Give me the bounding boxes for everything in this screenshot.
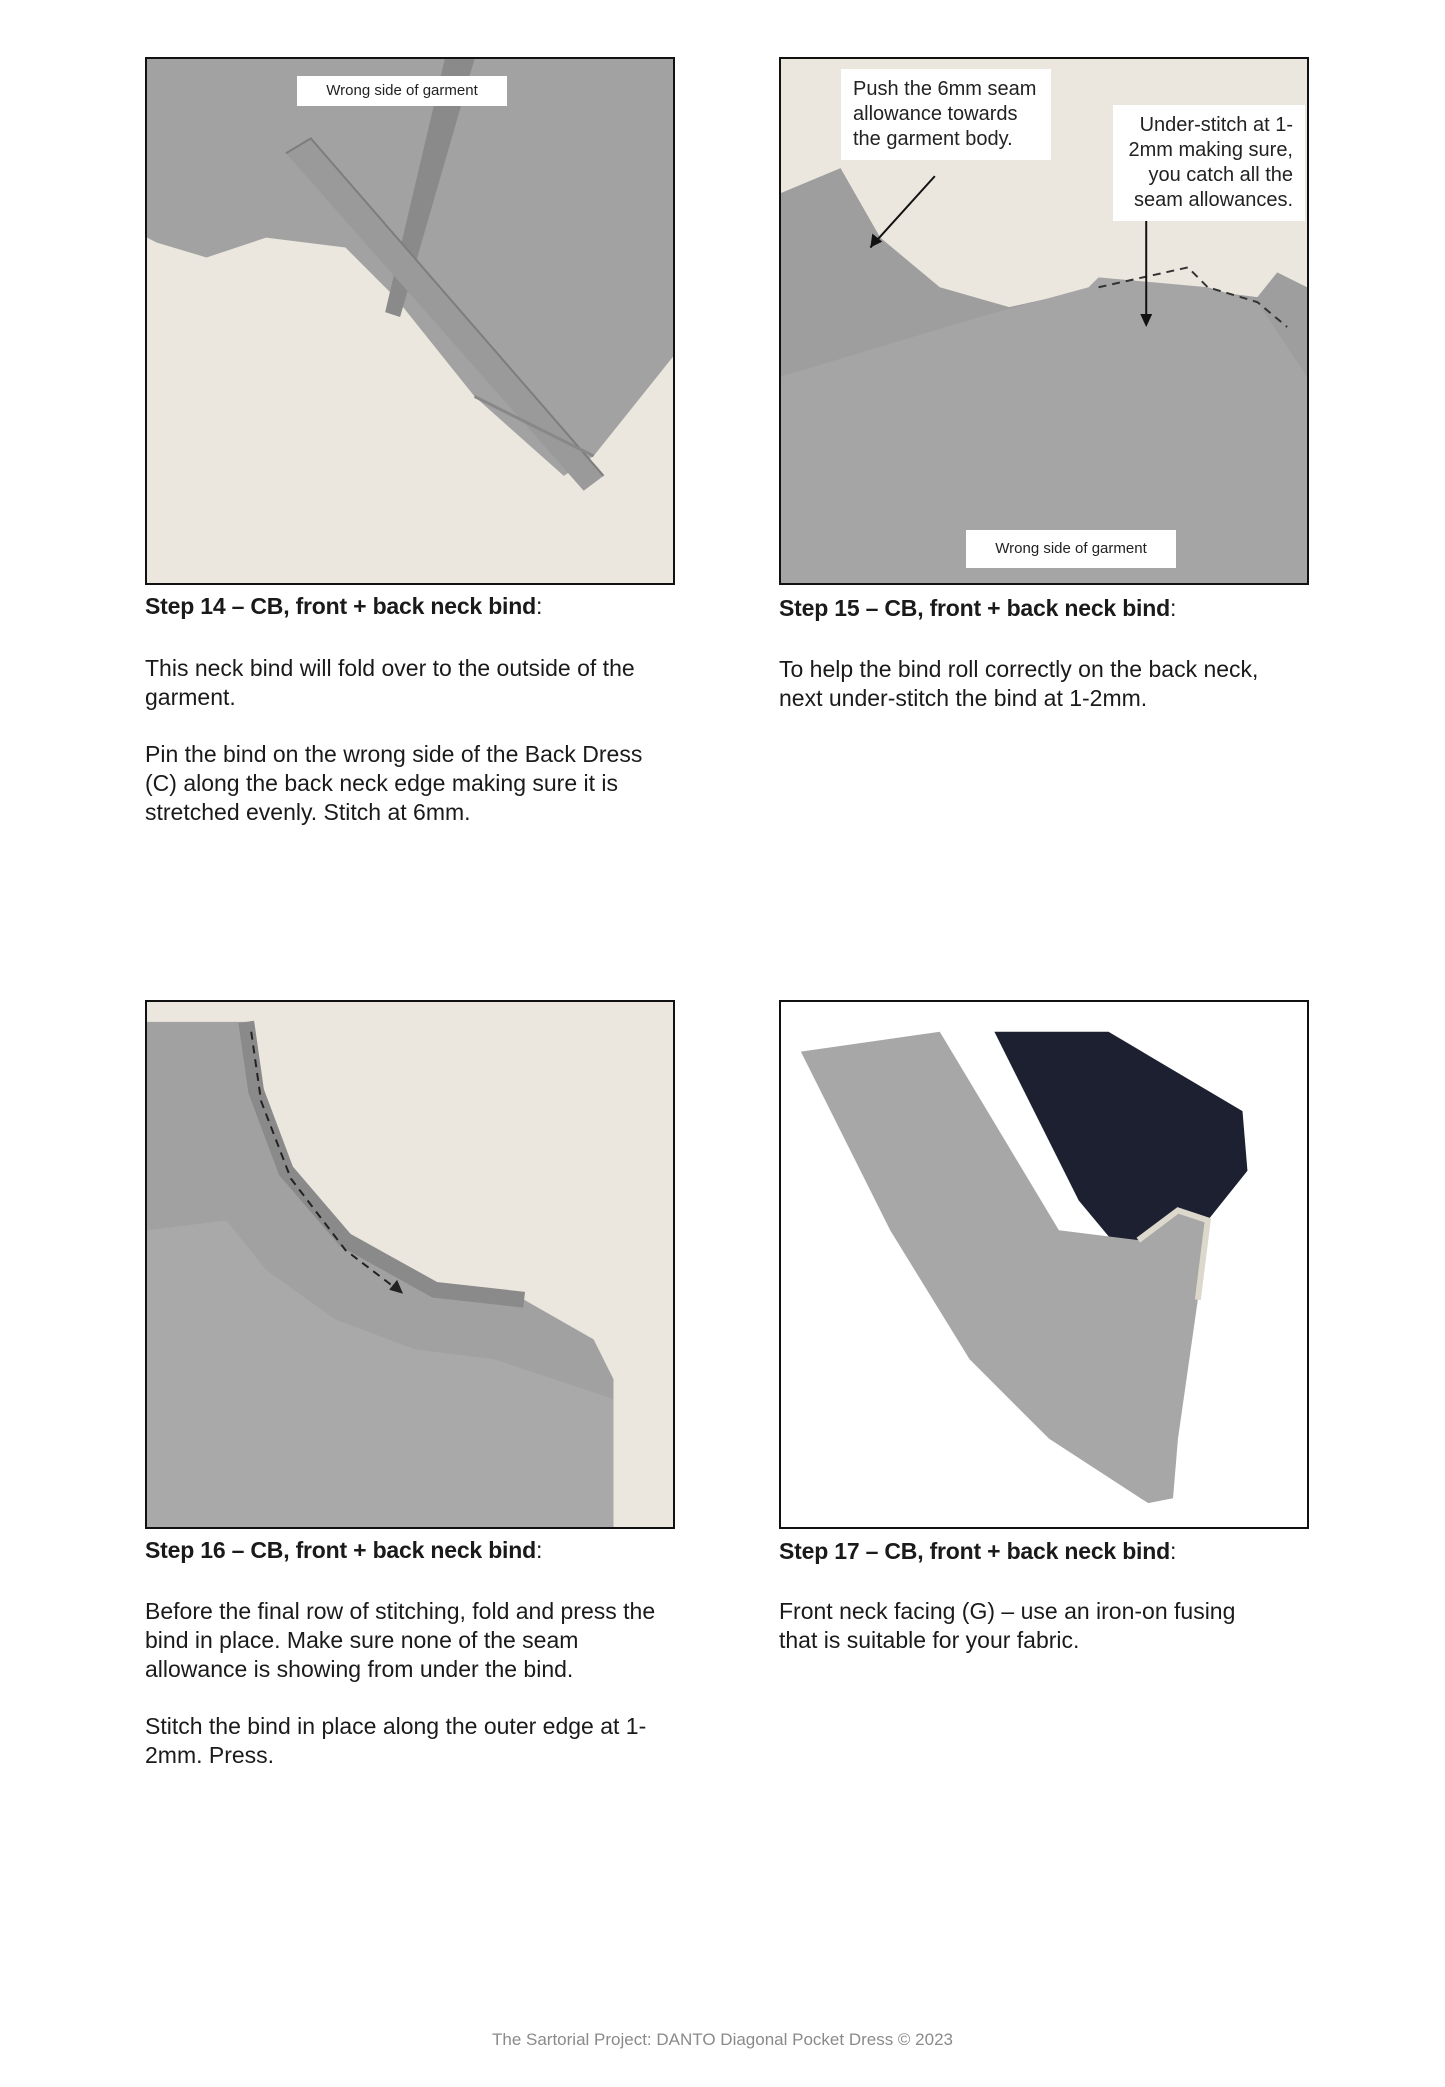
step-title-text: Step 16 – CB, front + back neck bind bbox=[145, 1537, 536, 1563]
title-colon: : bbox=[1169, 595, 1177, 621]
step-14-title bbox=[145, 593, 542, 620]
step-16-title bbox=[145, 1537, 542, 1564]
step-title-text: Step 17 – CB, front + back neck bind bbox=[779, 1538, 1170, 1564]
image-label: Wrong side of garment bbox=[297, 76, 507, 106]
callout-under-stitch: Under-stitch at 1-2mm making sure, you catch all the seam allowances. bbox=[1113, 105, 1305, 221]
step-16-illustration bbox=[147, 1002, 673, 1527]
step-15-photo bbox=[779, 57, 1309, 585]
callout-push-seam: Push the 6mm seam allowance towards the garment body. bbox=[841, 69, 1051, 160]
page-footer: The Sartorial Project: DANTO Diagonal Pocket Dress © 2023 bbox=[491, 2030, 954, 2049]
step-14-paragraph-2: Pin the bind on the wrong side of the Back Dress (C) along the back neck edge making sure it is stretched evenly. Stitch at 6mm. bbox=[145, 741, 643, 825]
step-16-photo bbox=[145, 1000, 675, 1529]
step-17-photo bbox=[779, 1000, 1309, 1529]
step-17-paragraph-1: Front neck facing (G) – use an iron-on fusing that is suitable for your fabric. bbox=[779, 1598, 1236, 1653]
step-17-illustration bbox=[781, 1002, 1307, 1527]
step-14-photo bbox=[145, 57, 675, 585]
step-17-title bbox=[779, 1538, 1176, 1565]
step-14-illustration bbox=[147, 59, 673, 583]
title-colon: : bbox=[535, 1537, 543, 1563]
step-15-paragraph-1: To help the bind roll correctly on the back neck, next under-stitch the bind at 1-2mm. bbox=[779, 656, 1259, 711]
title-colon: : bbox=[1169, 1538, 1177, 1564]
step-16-paragraph-1: Before the final row of stitching, fold and press the bind in place. Make sure none of the seam allowance is showing from under the bind. bbox=[145, 1598, 656, 1682]
image-label: Wrong side of garment bbox=[966, 530, 1176, 568]
step-title-text: Step 15 – CB, front + back neck bind bbox=[779, 595, 1170, 621]
step-title-text: Step 14 – CB, front + back neck bind bbox=[145, 593, 536, 619]
step-16-paragraph-2: Stitch the bind in place along the outer edge at 1-2mm. Press. bbox=[145, 1713, 647, 1768]
step-15-title bbox=[779, 595, 1176, 622]
title-colon: : bbox=[535, 593, 543, 619]
step-14-paragraph-1: This neck bind will fold over to the outside of the garment. bbox=[145, 655, 635, 710]
